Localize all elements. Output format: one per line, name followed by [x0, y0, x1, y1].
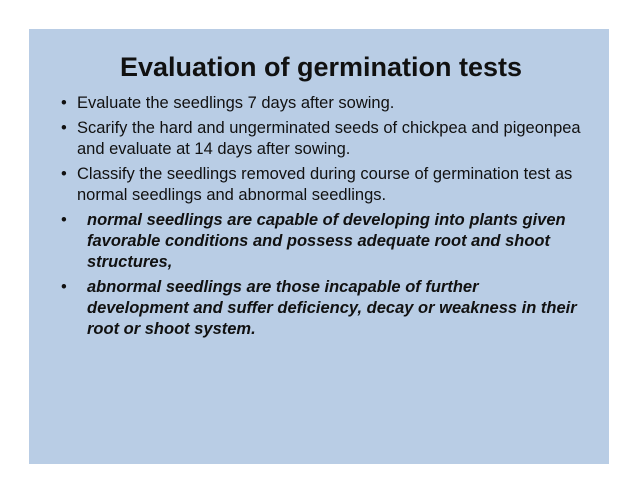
bullet-item-emphasis: [61, 210, 581, 273]
bullet-item: [61, 93, 581, 114]
bullet-list: [61, 93, 581, 340]
bullet-text: Classify the seedlings removed during course of germination test as normal seedlings and abnormal seedlings.: [77, 165, 573, 205]
bullet-text: Evaluate the seedlings 7 days after sowing.: [77, 94, 395, 113]
bullet-marker: •: [61, 211, 67, 230]
bullet-marker: •: [61, 119, 67, 138]
bullet-text: normal seedlings are capable of developing into plants given favorable conditions and possess adequate root and shoot structures,: [87, 211, 566, 272]
bullet-item: [61, 164, 581, 206]
bullet-item-emphasis: [61, 277, 581, 340]
bullet-marker: •: [61, 94, 67, 113]
bullet-marker: •: [61, 278, 67, 297]
bullet-text: Scarify the hard and ungerminated seeds of chickpea and pigeonpea and evaluate at 14 days after sowing.: [77, 119, 581, 159]
bullet-marker: •: [61, 165, 67, 184]
bullet-text: abnormal seedlings are those incapable of further development and suffer deficiency, decay or weakness in their root or shoot system.: [87, 278, 577, 339]
slide-title: Evaluation of germination tests: [119, 52, 523, 82]
bullet-item: [61, 118, 581, 160]
slide: [29, 29, 609, 464]
